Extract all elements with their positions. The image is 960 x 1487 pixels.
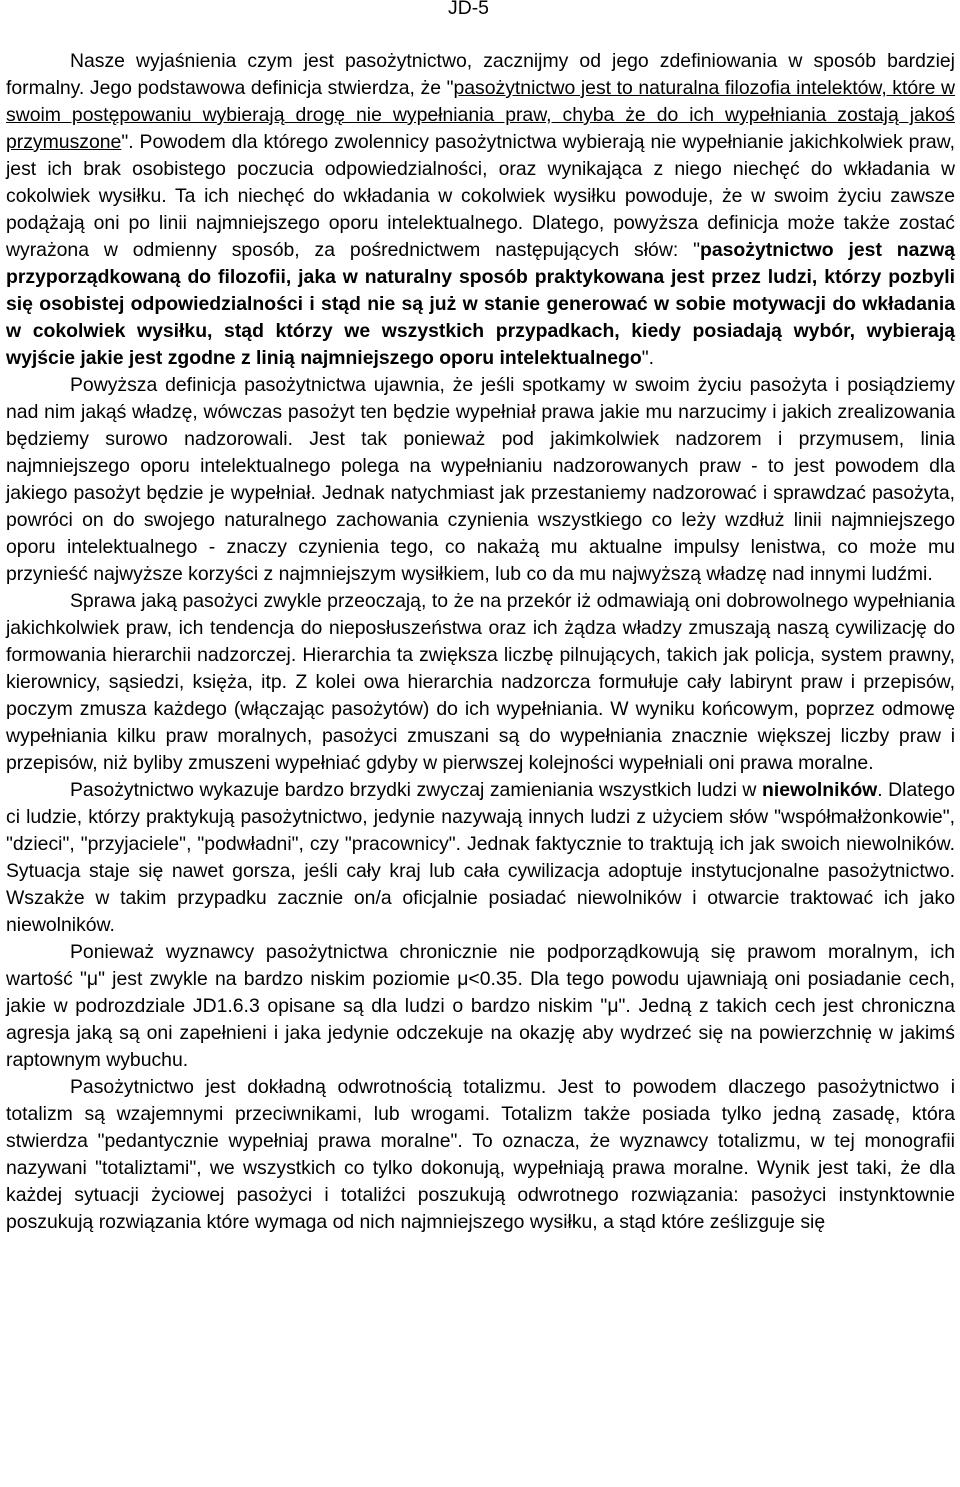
text-span: . Dlatego ci ludzie, którzy praktykują pasożytnictwo, jedynie nazywają innych ludzi z użyciem słów "współmałżonkowie", "dzieci", "przyjaciele", "podwładni", czy "pracownicy". Jednak faktycznie to traktują ich jak swoich niewolników. Sytuacja staje się nawet gorsza, jeśli cały kraj lub cała cywilizacja adoptuje instytucjonalne pasożytnictwo. Wszakże w takim przypadku zacznie on/a oficjalnie posiadać niewolników i otwarcie traktować ich jako niewolników. [6, 779, 955, 936]
paragraph [6, 939, 955, 1074]
document-body [6, 48, 955, 1236]
paragraph [6, 777, 955, 939]
paragraph [6, 1074, 955, 1236]
page-header [0, 0, 960, 22]
text-span: ". [641, 347, 655, 369]
text-span: Ponieważ wyznawcy pasożytnictwa chronicznie nie podporządkowują się prawom moralnym, ich wartość "μ" jest zwykle na bardzo niskim poziomie μ<0.35. Dla tego powodu ujawniają oni posiadanie cech, jakie w podrozdziale JD1.6.3 opisane są dla ludzi o bardzo niskim "μ". Jedną z takich cech jest chroniczna agresja jaką są oni zapełnieni i jaka jedynie odczekuje na okazję aby wydrzeć się na powierzchnię w jakimś raptownym wybuchu. [6, 941, 955, 1071]
text-span: Pasożytnictwo wykazuje bardzo brzydki zwyczaj zamieniania wszystkich ludzi w [70, 779, 762, 801]
underlined-text: pasożytnictwo jest to naturalna filozofia intelektów, które w swoim postępowaniu wybierają drogę nie wypełniania praw, chyba że do ich wypełniania zostają jakoś przymuszone [6, 77, 956, 153]
text-span: Powyższa definicja pasożytnictwa ujawnia, że jeśli spotkamy w swoim życiu pasożyta i posiądziemy nad nim jakąś władzę, wówczas pasożyt ten będzie wypełniał prawa jakie mu narzucimy i jakich zrealizowania będziemy surowo nadzorowali. Jest tak ponieważ pod jakimkolwiek nadzorem i przymusem, linia najmniejszego oporu intelektualnego polega na wypełnianiu nadzorowanych praw - to jest powodem dla jakiego pasożyt będzie je wypełniał. Jednak natychmiast jak przestaniemy nadzorować i sprawdzać pasożyta, powróci on do swojego naturalnego zachowania czynienia wszystkiego co leży wzdłuż linii najmniejszego oporu intelektualnego - znaczy czynienia tego, co nakażą mu aktualne impulsy lenistwa, co może mu przynieść najwyższe korzyści z najmniejszym wysiłkiem, lub co da mu najwyższą władzę nad innymi ludźmi. [6, 374, 955, 585]
text-span: ". Powodem dla którego zwolennicy pasożytnictwa wybierają nie wypełnianie jakichkolwiek praw, jest ich brak osobistego poczucia odpowiedzialności, oraz wynikająca z niego niechęć do wkładania w cokolwiek wysiłku. Ta ich niechęć do wkładania w cokolwiek wysiłku powoduje, że w swoim życiu zawsze podążają oni po linii najmniejszego oporu intelektualnego. Dlatego, powyższa definicja może także zostać wyrażona w odmienny sposób, za pośrednictwem następujących słów: " [6, 131, 955, 261]
paragraph [6, 588, 955, 777]
bold-text: niewolników [761, 779, 878, 801]
text-span: Nasze wyjaśnienia czym jest pasożytnictwo, zacznijmy od jego zdefiniowania w sposób bardziej formalny. Jego podstawowa definicja stwierdza, że " [6, 50, 955, 99]
paragraph [6, 48, 955, 372]
text-span: Pasożytnictwo jest dokładną odwrotnością totalizmu. Jest to powodem dlaczego pasożytnictwo i totalizm są wzajemnymi przeciwnikami, lub wrogami. Totalizm także posiada tylko jedną zasadę, która stwierdza "pedantycznie wypełniaj prawa moralne". To oznacza, że wyznawcy totalizmu, w tej monografii nazywani "totaliztami", we wszystkich co tylko dokonują, wypełniają prawa moralne. Wynik jest taki, że dla każdej sytuacji życiowej pasożyci i totaliźci poszukują odwrotnego rozwiązania: pasożyci instynktownie poszukują rozwiązania które wymaga od nich najmniejszego wysiłku, a stąd które ześlizguje się [6, 1076, 955, 1233]
text-span: Sprawa jaką pasożyci zwykle przeoczają, to że na przekór iż odmawiają oni dobrowolnego wypełniania jakichkolwiek praw, ich tendencja do nieposłuszeństwa oraz ich żądza władzy zmuszają naszą cywilizację do formowania hierarchii nadzorczej. Hierarchia ta zwiększa liczbę pilnujących, takich jak policja, system prawny, kierownicy, sąsiedzi, księża, itp. Z kolei owa hierarchia nadzorcza formułuje cały labirynt praw i przepisów, poczym zmusza każdego (włączając pasożytów) do ich wypełniania. W wyniku końcowym, poprzez odmowę wypełniania kilku praw moralnych, pasożyci zmuszani są do wypełniania znacznie większej liczby praw i przepisów, niż byliby zmuszeni wypełniać gdyby w pierwszej kolejności wypełniali oni prawa moralne. [6, 590, 955, 774]
paragraph [6, 372, 955, 588]
page-number-label: JD-5 [448, 0, 489, 19]
bold-text: pasożytnictwo jest nazwą przyporządkowaną do filozofii, jaka w naturalny sposób praktykowana jest przez ludzi, którzy pozbyli się osobistej odpowiedzialności i stąd nie są już w stanie generować w sobie motywacji do wkładania w cokolwiek wysiłku, stąd którzy we wszystkich przypadkach, kiedy posiadają wybór, wybierają wyjście jakie jest zgodne z linią najmniejszego oporu intelektualnego [6, 239, 955, 369]
